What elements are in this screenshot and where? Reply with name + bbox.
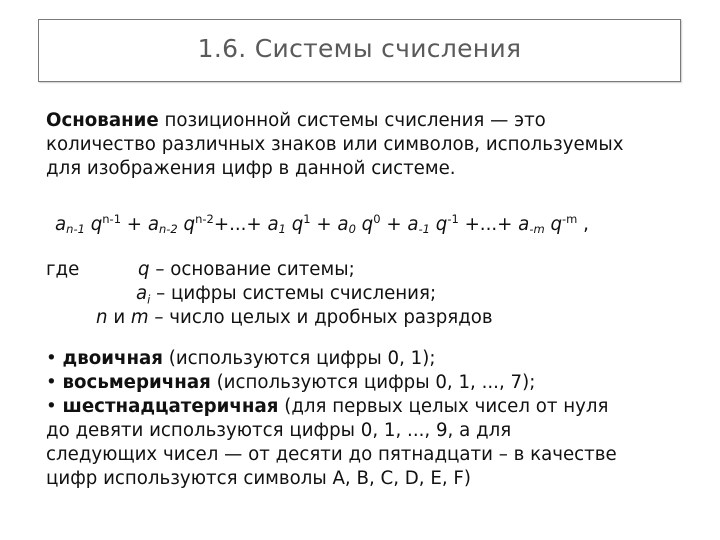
- formula-sub: n-1: [66, 222, 85, 236]
- definition-term: Основание: [46, 110, 159, 131]
- formula-op: +: [121, 214, 148, 235]
- formula-op: +...+: [213, 214, 268, 235]
- formula-sub: 0: [348, 222, 356, 236]
- number-system-list: [46, 347, 696, 491]
- formula-a: a: [518, 214, 530, 235]
- bullet-marker: •: [46, 396, 57, 417]
- list-item: [46, 347, 696, 371]
- where-m-var: m: [130, 307, 149, 328]
- formula-sup: n-2: [195, 212, 214, 226]
- definition-line-2: количество различных знаков или символов, используемых: [46, 134, 624, 155]
- formula-op: +: [380, 214, 408, 235]
- where-and: и: [107, 307, 131, 328]
- slide-title: 1.6. Системы счисления: [197, 34, 522, 63]
- list-item-term: двоичная: [62, 348, 163, 369]
- formula-op: +...+: [458, 214, 519, 235]
- list-item-text: (используются цифры 0, 1, ..., 7);: [210, 372, 536, 393]
- where-label: где: [46, 259, 80, 280]
- formula-a: a: [267, 214, 279, 235]
- formula-q: q: [285, 214, 304, 235]
- where-nm-line: [96, 306, 493, 330]
- formula-sup: n-1: [102, 212, 122, 226]
- formula-op: +: [310, 214, 338, 235]
- positional-formula: [55, 207, 589, 241]
- definition-line-1: [46, 109, 696, 133]
- formula-q: q: [177, 214, 196, 235]
- formula-sub: n-2: [158, 222, 178, 236]
- formula-a: a: [55, 214, 67, 235]
- formula-a: a: [337, 214, 349, 235]
- list-item-text: (используются цифры 0, 1);: [162, 348, 436, 369]
- formula-sup: -1: [447, 212, 459, 226]
- where-q-text: – основание ситемы;: [149, 259, 355, 280]
- formula-q: q: [544, 214, 563, 235]
- formula-sup: 1: [303, 212, 311, 226]
- where-a-sub: i: [147, 292, 151, 307]
- where-nm-text: – число целых и дробных разрядов: [148, 307, 493, 328]
- title-box: [38, 19, 681, 82]
- formula-sup: -m: [562, 212, 578, 226]
- formula-tail: ,: [577, 214, 589, 235]
- formula-q: q: [429, 214, 448, 235]
- where-n-var: n: [96, 307, 108, 328]
- where-a-text: – цифры системы счисления;: [150, 283, 437, 304]
- where-a-var: a: [136, 283, 148, 304]
- formula-sup: 0: [373, 212, 381, 226]
- formula-q: q: [84, 214, 103, 235]
- list-item: [46, 395, 696, 419]
- formula-q: q: [355, 214, 374, 235]
- definition-line-1-rest: позиционной системы счисления — это: [158, 110, 546, 131]
- formula-sub: 1: [278, 222, 286, 236]
- where-q-line: [138, 258, 355, 282]
- formula-a: a: [147, 214, 159, 235]
- list-item-continuation: цифр используются символы A, B, C, D, E, F): [46, 468, 471, 489]
- where-q-var: q: [138, 259, 150, 280]
- list-item-term: восьмеричная: [62, 372, 211, 393]
- bullet-marker: •: [46, 372, 57, 393]
- list-item-term: шестнадцатеричная: [62, 396, 279, 417]
- formula-sub: -m: [529, 222, 545, 236]
- formula-a: a: [407, 214, 419, 235]
- list-item: [46, 371, 696, 395]
- formula-sub: -1: [418, 222, 430, 236]
- definition-paragraph: [46, 109, 696, 181]
- list-item-text: (для первых целых чисел от нуля: [278, 396, 609, 417]
- list-item-continuation: до девяти используются цифры 0, 1, ..., 9, а для: [46, 420, 512, 441]
- definition-line-3: для изображения цифр в данной системе.: [46, 158, 456, 179]
- list-item-continuation: следующих чисел — от десяти до пятнадцати – в качестве: [46, 444, 617, 465]
- bullet-marker: •: [46, 348, 57, 369]
